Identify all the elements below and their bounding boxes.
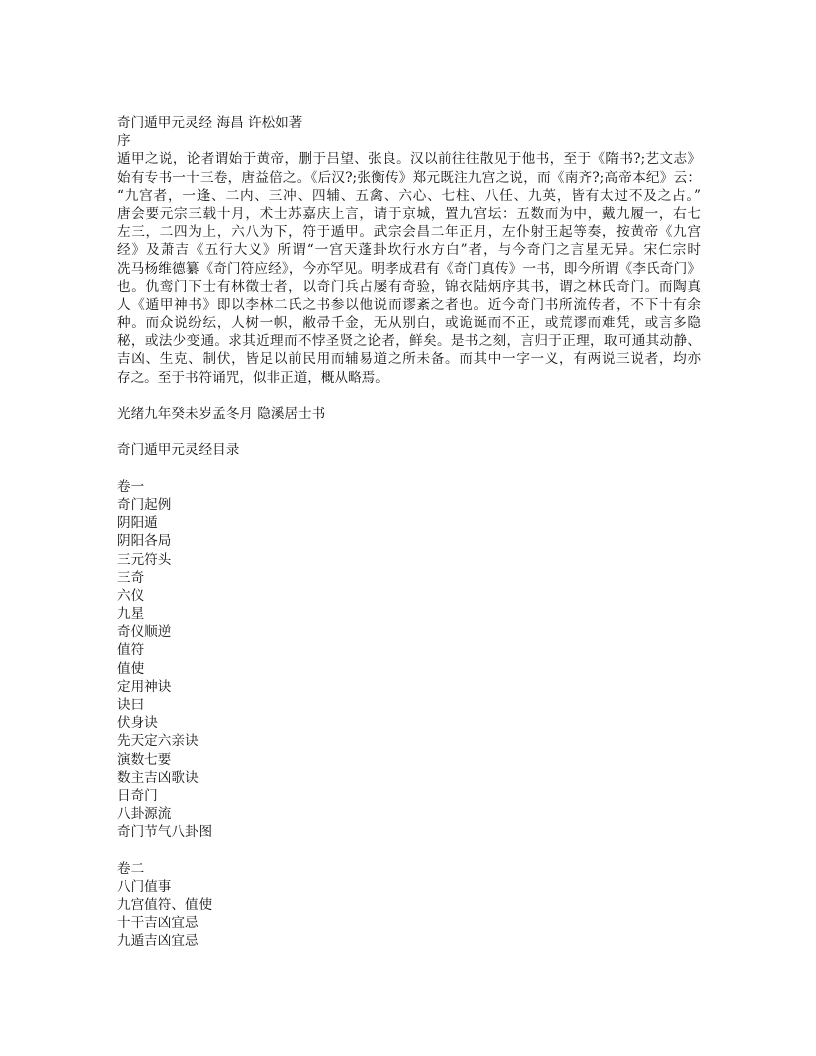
toc-item: 奇仪顺逆 bbox=[117, 624, 172, 641]
toc-item: 诀曰 bbox=[117, 697, 145, 713]
preface-line: 左三，二四为上，六八为下，符于遁甲。武宗会昌二年正月，左仆射王起等奏，按黄帝《九宫 bbox=[117, 224, 701, 241]
preface-line: 遁甲之说，论者谓始于黄帝，删于吕望、张良。汉以前往往散见于他书，至于《隋书?;艺文志》 bbox=[117, 151, 701, 168]
spacer bbox=[117, 423, 701, 441]
toc-title: 奇门遁甲元灵经目录 bbox=[117, 442, 240, 459]
spacer bbox=[117, 842, 701, 860]
preface-line: “九宫者，一逢、二内、三冲、四辅、五禽、六心、七柱、八任、九英，皆有太过不及之占。” bbox=[117, 187, 701, 204]
toc-item: 先天定六亲诀 bbox=[117, 733, 199, 750]
toc-item: 三元符头 bbox=[117, 551, 172, 568]
volume-heading: 卷一 bbox=[117, 478, 145, 495]
toc-item: 奇门节气八卦图 bbox=[117, 824, 213, 841]
document-title: 奇门遁甲元灵经 海昌 许松如著 bbox=[117, 115, 303, 131]
preface-line: 始有专书一十三卷，唐益倍之。《后汉?;张衡传》郑元既注九宫之说，而《南齐?;高帝本纪》云： bbox=[117, 169, 701, 186]
toc-item: 阴阳各局 bbox=[117, 533, 172, 550]
toc-item: 定用神诀 bbox=[117, 678, 172, 695]
toc-item: 阴阳遁 bbox=[117, 515, 158, 532]
preface-line: 也。仇鸾门下士有林徵士者，以奇门兵占屡有奇验，锦衣陆炳序其书，谓之林氏奇门。而陶真 bbox=[117, 278, 701, 295]
toc-item: 伏身诀 bbox=[117, 715, 158, 732]
toc-item: 八卦源流 bbox=[117, 806, 172, 823]
toc-item: 九宫值符、值使 bbox=[117, 897, 213, 914]
spacer bbox=[117, 460, 701, 478]
toc-volume-2 bbox=[117, 860, 701, 951]
spacer bbox=[117, 387, 701, 405]
toc-item: 九星 bbox=[117, 606, 145, 623]
preface-signature: 光绪九年癸未岁孟冬月 隐溪居士书 bbox=[117, 406, 326, 422]
toc-item: 十干吉凶宜忌 bbox=[117, 915, 199, 932]
toc-item: 数主吉凶歌诀 bbox=[117, 769, 199, 786]
toc-item: 九遁吉凶宜忌 bbox=[117, 933, 199, 950]
document-page bbox=[117, 114, 701, 951]
toc-item: 六仪 bbox=[117, 587, 145, 604]
toc-item: 值符 bbox=[117, 642, 145, 659]
preface-line: 秘，或法少变通。求其近理而不悖圣贤之论者，鲜矣。是书之刻，言归于正理，取可通其动静、 bbox=[117, 333, 701, 350]
preface-line: 种。而众说纷纭，人树一帜，敝帚千金，无从别白，或诡诞而不正，或荒谬而难凭，或言多隐 bbox=[117, 315, 701, 332]
toc-item: 八门值事 bbox=[117, 878, 172, 895]
preface-line: 存之。至于书符诵咒，似非正道，概从略焉。 bbox=[117, 369, 389, 386]
preface-line: 吉凶、生克、制伏，皆足以前民用而辅易道之所未备。而其中一字一义，有两说三说者，均亦 bbox=[117, 351, 701, 368]
preface-line: 冼马杨维德纂《奇门符应经》，今亦罕见。明孝成君有《奇门真传》一书，即今所谓《李氏奇门》 bbox=[117, 260, 701, 277]
toc-item: 演数七要 bbox=[117, 751, 172, 768]
preface-heading: 序 bbox=[117, 133, 131, 150]
preface-paragraph bbox=[117, 150, 701, 386]
preface-line: 唐会要元宗三载十月，术士苏嘉庆上言，请于京城，置九宫坛：五数而为中，戴九履一，右七 bbox=[117, 205, 701, 222]
volume-heading: 卷二 bbox=[117, 860, 145, 877]
toc-item: 三奇 bbox=[117, 569, 145, 586]
toc-item: 日奇门 bbox=[117, 787, 158, 804]
toc-volume-1 bbox=[117, 478, 701, 842]
preface-line: 人《遁甲神书》即以李林二氏之书参以他说而谬紊之者也。近今奇门书所流传者，不下十有余 bbox=[117, 296, 701, 313]
toc-item: 奇门起例 bbox=[117, 496, 172, 513]
preface-line: 经》及萧吉《五行大义》所谓“一宫天蓬卦坎行水方白”者，与今奇门之言星无异。宋仁宗时 bbox=[117, 242, 701, 259]
toc-item: 值使 bbox=[117, 660, 145, 677]
